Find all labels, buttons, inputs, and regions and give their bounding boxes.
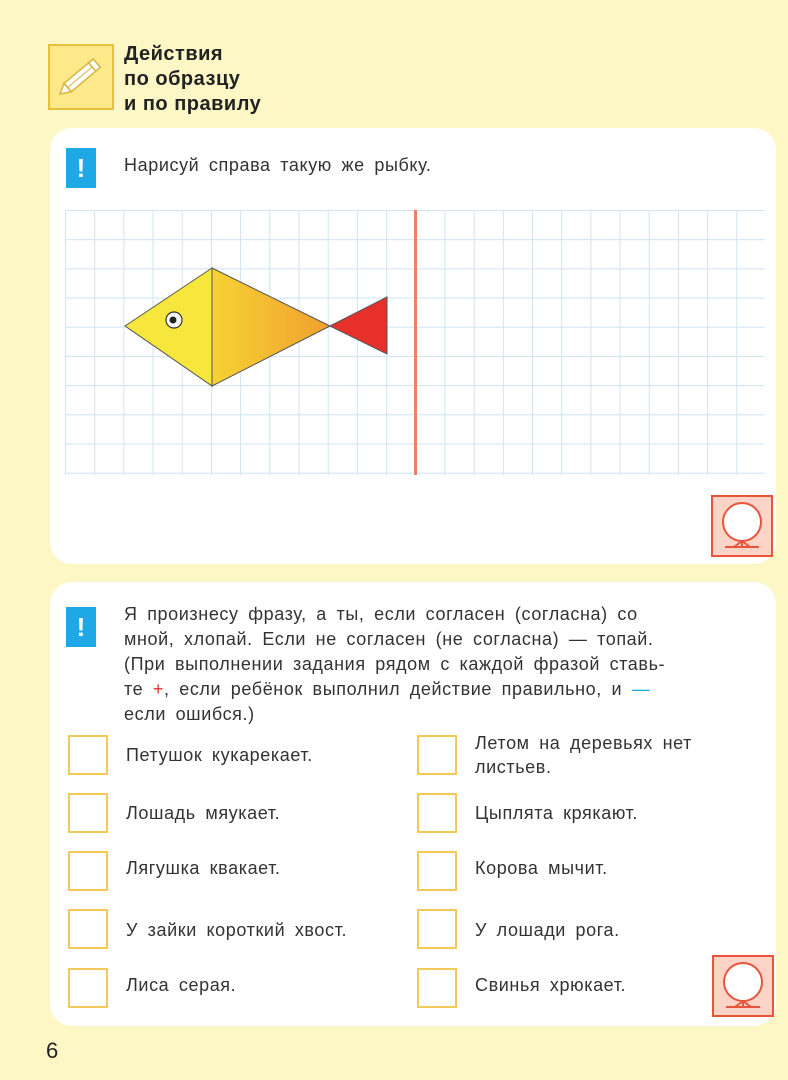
answer-checkbox[interactable] (417, 735, 457, 775)
task1-instruction: Нарисуй справа такую же рыбку. (124, 155, 432, 175)
task2-line-4: те +, если ребёнок выполнил действие правильно, и — (124, 679, 651, 699)
stopwatch-icon (711, 495, 773, 557)
task2-line-5: если ошибся.) (124, 704, 255, 724)
task2-line-2: мной, хлопай. Если не согласен (не согласна) — топай. (124, 629, 654, 649)
statement-item: Лягушка квакает. (126, 858, 281, 878)
answer-checkbox[interactable] (417, 968, 457, 1008)
statement-item: Цыплята крякают. (475, 803, 638, 823)
fish-body (212, 268, 330, 386)
section-title (124, 42, 261, 117)
answer-checkbox[interactable] (68, 851, 108, 891)
task2-instruction (124, 602, 764, 727)
statement-item: Летом на деревьях нет листьев. (475, 733, 693, 777)
answer-checkbox[interactable] (68, 793, 108, 833)
answer-checkbox[interactable] (417, 793, 457, 833)
section-title-line-2: по образцу (124, 68, 241, 90)
section-title-line-1: Действия (124, 43, 224, 65)
statement-item: У зайки короткий хвост. (126, 920, 348, 940)
answer-checkbox[interactable] (68, 909, 108, 949)
answer-checkbox[interactable] (68, 968, 108, 1008)
statement-item: Петушок кукарекает. (126, 745, 313, 765)
task2-line-3: (При выполнении задания рядом с каждой фразой ставь- (124, 654, 666, 674)
stopwatch-icon (712, 955, 774, 1017)
answer-checkbox[interactable] (68, 735, 108, 775)
statement-item: Лиса серая. (126, 975, 237, 995)
fish-sample (120, 262, 392, 392)
plus-sign: + (152, 679, 164, 699)
exclamation-badge: ! (66, 148, 96, 188)
fish-tail (330, 297, 387, 354)
answer-checkbox[interactable] (417, 909, 457, 949)
minus-sign: — (631, 679, 651, 699)
pencil-icon (48, 44, 114, 110)
statement-item: Лошадь мяукает. (126, 803, 281, 823)
task2-line-1: Я произнесу фразу, а ты, если согласен (согласна) со (124, 604, 638, 624)
page-number: 6 (46, 1038, 59, 1063)
exclamation-badge: ! (66, 607, 96, 647)
divider-line (414, 210, 417, 475)
answer-checkbox[interactable] (417, 851, 457, 891)
statement-item: У лошади рога. (475, 920, 620, 940)
section-title-line-3: и по правилу (124, 93, 262, 115)
statement-item: Свинья хрюкает. (475, 975, 627, 995)
fish-head (125, 268, 212, 386)
statement-item: Корова мычит. (475, 858, 608, 878)
